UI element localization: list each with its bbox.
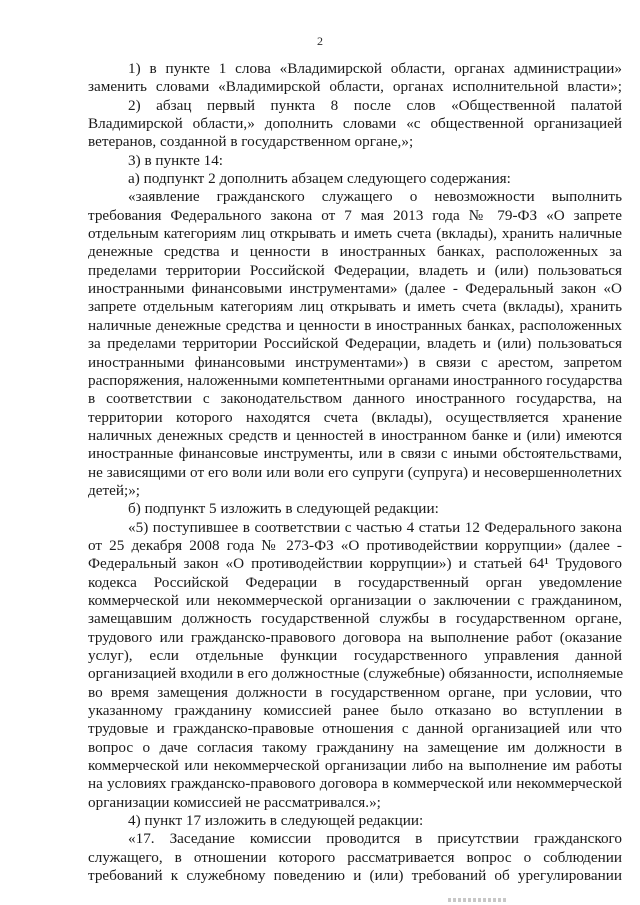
text-line: «5) поступившее в соответствии с частью 4 статьи 12 Федерального закона — [128, 518, 622, 536]
text-line: за пределами территории Российской Федерации, владеть и (или) пользоваться — [88, 335, 622, 353]
page-number: 2 — [317, 34, 323, 48]
text-line: не зависящими от его воли или воли его супруги (супруга) и несовершеннолетних — [88, 463, 622, 481]
text-line: «заявление гражданского служащего о невозможности выполнить — [128, 188, 622, 206]
text-line: 3) в пункте 14: — [128, 151, 224, 169]
text-line: «17. Заседание комиссии проводится в присутствии гражданского — [128, 830, 622, 848]
text-line: требования Федерального закона от 7 мая 2013 года № 79-ФЗ «О запрете — [88, 206, 622, 224]
text-line: трудового или гражданско-правового договора на выполнение работ (оказание — [88, 628, 622, 646]
text-line: коммерческой или некоммерческой организации о заключении с гражданином, — [88, 591, 622, 609]
text-line: Владимирской области,» дополнить словами «с общественной организацией — [88, 115, 622, 133]
text-line: Федеральный закон «О противодействии коррупции») и статьей 64¹ Трудового — [88, 555, 622, 573]
text-line: заменить словами «Владимирской области, органах исполнительной власти»; — [88, 78, 622, 96]
text-line: иностранными финансовыми инструментами» (далее - Федеральный закон «О — [88, 280, 622, 298]
text-line: запрете отдельным категориям лиц открывать и иметь счета (вклады), хранить — [88, 298, 622, 316]
text-line: иностранные финансовые инструменты, или в связи с иными обстоятельствами, — [88, 445, 622, 463]
text-line: организации комиссией не рассматривался.»; — [88, 793, 381, 811]
text-line: на условиях гражданско-правового договора в коммерческой или некоммерческой — [88, 775, 622, 793]
scan-artifact — [448, 898, 508, 902]
text-line: иностранными финансовыми инструментами») в связи с арестом, запретом — [88, 353, 622, 371]
text-line: 2) абзац первый пункта 8 после слов «Общественной палатой — [128, 96, 622, 114]
text-line: от 25 декабря 2008 года № 273-ФЗ «О противодействии коррупции» (далее - — [88, 536, 622, 554]
text-line: пределами территории Российской Федерации, владеть и (или) пользоваться — [88, 261, 622, 279]
text-line: требований к служебному поведению и (или) требований об урегулировании — [88, 867, 622, 885]
text-line: организацией входили в его должностные (служебные) обязанности, исполняемые — [88, 665, 624, 683]
text-line: служащего, в отношении которого рассматривается вопрос о соблюдении — [88, 848, 622, 866]
text-line: а) подпункт 2 дополнить абзацем следующего содержания: — [128, 170, 511, 188]
text-line: б) подпункт 5 изложить в следующей редакции: — [128, 500, 439, 518]
text-line: территории которого находятся счета (вклады), осуществляется хранение — [88, 408, 622, 426]
document-body — [88, 60, 622, 885]
text-line: ветеранов, созданной в государственном органе,»; — [88, 133, 414, 151]
text-line: в соответствии с законодательством данного иностранного государства, на — [88, 390, 622, 408]
text-line: вопрос о даче согласия такому гражданину на замещение им должности в — [88, 738, 622, 756]
text-line: указанному гражданину комиссией ранее было отказано во вступлении в — [88, 702, 622, 720]
text-line: детей;»; — [88, 481, 141, 499]
text-line: коммерческой или некоммерческой организации либо на выполнение им работы — [88, 757, 622, 775]
text-line: отдельным категориям лиц открывать и иметь счета (вклады), хранить наличные — [88, 225, 622, 243]
text-line: услуг), если отдельные функции государственного управления данной — [88, 647, 622, 664]
text-line: распоряжения, наложенными компетентными органами иностранного государства — [88, 371, 623, 389]
text-line: 1) в пункте 1 слова «Владимирской области, органах администрации» — [128, 60, 622, 77]
text-line: 4) пункт 17 изложить в следующей редакции: — [128, 812, 424, 830]
text-line: денежные средства и ценности в иностранных банках, расположенных за — [88, 243, 622, 261]
text-line: замещавшим должность государственной службы в государственном органе, — [88, 610, 622, 628]
text-line: наличные денежные средства и ценности в иностранных банках, расположенных — [88, 316, 622, 334]
text-line: кодекса Российской Федерации в государственный орган уведомление — [88, 573, 622, 591]
text-line: во время замещения должности в государственном органе, при условии, что — [88, 683, 622, 701]
text-line: трудовые и гражданско-правовые отношения с данной организацией или что — [88, 720, 622, 738]
text-line: наличных денежных средств и ценностей в иностранном банке и (или) имеются — [88, 426, 622, 444]
